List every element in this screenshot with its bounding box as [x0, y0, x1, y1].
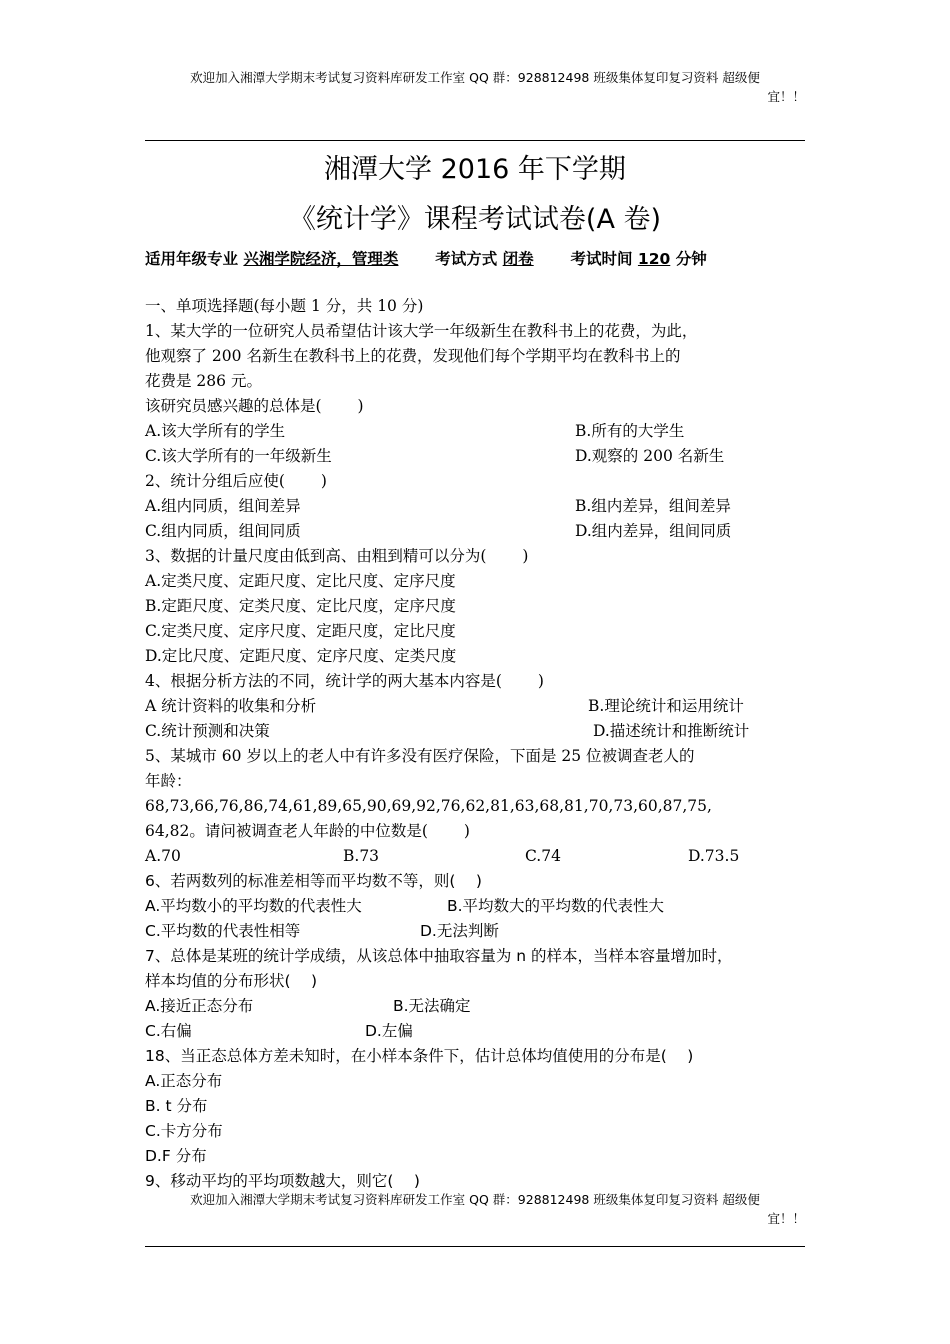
- q6-stem: 6、若两数列的标准差相等而平均数不等，则( ): [145, 872, 482, 890]
- q3-option-c: C.定类尺度、定序尺度、定距尺度，定比尺度: [145, 622, 456, 640]
- q5-option-c: C.74: [525, 847, 561, 865]
- q1-line4: 该研究员感兴趣的总体是( ): [145, 397, 364, 415]
- q5-line1: 5、某城市 60 岁以上的老人中有许多没有医疗保险，下面是 25 位被调查老人的: [145, 747, 695, 765]
- q4-options-cd: [145, 719, 810, 744]
- q1-line3: 花费是 286 元。: [145, 372, 262, 390]
- q7-options-ab: [145, 994, 810, 1019]
- q2-option-a: A.组内同质，组间差异: [145, 497, 301, 515]
- q5-line3: 68,73,66,76,86,74,61,89,65,90,69,92,76,62,81,63,68,81,70,73,60,87,75,: [145, 797, 712, 815]
- header-note-line1: 欢迎加入湘潭大学期末考试复习资料库研发工作室 QQ 群：928812498 班级集体复印复习资料 超级便: [190, 70, 760, 85]
- time-label: 考试时间: [570, 250, 633, 268]
- time-unit: 分钟: [675, 250, 707, 268]
- q8-option-c: C.卡方分布: [145, 1122, 223, 1140]
- q4-option-a: A 统计资料的收集和分析: [145, 697, 317, 715]
- q4-option-b: B.理论统计和运用统计: [588, 697, 744, 715]
- header-rule: [145, 140, 805, 141]
- q7-option-d: D.左偏: [365, 1022, 413, 1040]
- header-note: [145, 68, 805, 106]
- q5-option-d: D.73.5: [688, 847, 740, 865]
- q1-options-cd: [145, 444, 810, 469]
- exam-title-line1: 湘潭大学 2016 年下学期: [324, 154, 626, 185]
- q5-line2: 年龄：: [145, 772, 192, 790]
- q2-option-c: C.组内同质，组间同质: [145, 522, 301, 540]
- q1-line1: 1、某大学的一位研究人员希望估计该大学一年级新生在教科书上的花费，为此，: [145, 322, 698, 340]
- q2-option-d: D.组内差异，组间同质: [575, 522, 732, 540]
- time-value: 120: [637, 250, 671, 268]
- exam-meta: [145, 248, 805, 270]
- q1-option-b: B.所有的大学生: [575, 422, 685, 440]
- q2-option-b: B.组内差异，组间差异: [575, 497, 731, 515]
- grade-value: 兴湘学院经济，管理类: [243, 250, 399, 268]
- q2-options-ab: [145, 494, 810, 519]
- q3-stem: 3、数据的计量尺度由低到高、由粗到精可以分为( ): [145, 547, 529, 565]
- q5-option-b: B.73: [343, 847, 380, 865]
- footer-rule: [145, 1246, 805, 1247]
- mode-value: 闭卷: [502, 250, 534, 268]
- q6-options-ab: [145, 894, 810, 919]
- q7-line2: 样本均值的分布形状( ): [145, 972, 318, 990]
- q8-stem: 18、当正态总体方差未知时，在小样本条件下，估计总体均值使用的分布是( ): [145, 1047, 694, 1065]
- q7-option-b: B.无法确定: [393, 997, 471, 1015]
- q6-option-d: D.无法判断: [420, 922, 499, 940]
- q1-options-ab: [145, 419, 810, 444]
- question-body: [145, 294, 810, 1194]
- q6-option-c: C.平均数的代表性相等: [145, 922, 301, 940]
- footer-note: [145, 1190, 805, 1228]
- q2-stem: 2、统计分组后应使( ): [145, 472, 327, 490]
- q3-option-b: B.定距尺度、定类尺度、定比尺度，定序尺度: [145, 597, 456, 615]
- q6-option-a: A.平均数小的平均数的代表性大: [145, 897, 362, 915]
- q1-line2: 他观察了 200 名新生在教科书上的花费，发现他们每个学期平均在教科书上的: [145, 347, 681, 365]
- q1-option-a: A.该大学所有的学生: [145, 422, 286, 440]
- q7-options-cd: [145, 1019, 810, 1044]
- q9-stem: 9、移动平均的平均项数越大，则它( ): [145, 1172, 420, 1190]
- q7-option-a: A.接近正态分布: [145, 997, 254, 1015]
- q5-options: [145, 844, 810, 869]
- q8-option-a: A.正态分布: [145, 1072, 223, 1090]
- grade-label: 适用年级专业: [145, 250, 239, 268]
- q8-option-b: B. t 分布: [145, 1097, 208, 1115]
- section-title: 一、单项选择题(每小题 1 分，共 10 分): [145, 297, 424, 315]
- exam-title-line2: 《统计学》课程考试试卷(A 卷): [288, 204, 662, 235]
- q6-options-cd: [145, 919, 810, 944]
- q1-option-c: C.该大学所有的一年级新生: [145, 447, 332, 465]
- q4-option-c: C.统计预测和决策: [145, 722, 270, 740]
- q2-options-cd: [145, 519, 810, 544]
- q4-stem: 4、根据分析方法的不同，统计学的两大基本内容是( ): [145, 672, 544, 690]
- footer-note-line1: 欢迎加入湘潭大学期末考试复习资料库研发工作室 QQ 群：928812498 班级集体复印复习资料 超级便: [190, 1192, 760, 1207]
- q5-line4: 64,82。请问被调查老人年龄的中位数是( ): [145, 822, 470, 840]
- q3-option-a: A.定类尺度、定距尺度、定比尺度、定序尺度: [145, 572, 456, 590]
- footer-note-line2: 宜！！: [767, 1211, 805, 1226]
- header-note-line2: 宜！！: [767, 89, 805, 104]
- q1-option-d: D.观察的 200 名新生: [575, 447, 725, 465]
- q5-option-a: A.70: [145, 847, 181, 865]
- mode-label: 考试方式: [435, 250, 498, 268]
- q7-option-c: C.右偏: [145, 1022, 192, 1040]
- q7-line1: 7、总体是某班的统计学成绩，从该总体中抽取容量为 n 的样本，当样本容量增加时，: [145, 947, 733, 965]
- q4-option-d: D.描述统计和推断统计: [593, 722, 750, 740]
- q8-option-d: D.F 分布: [145, 1147, 207, 1165]
- q3-option-d: D.定比尺度、定距尺度、定序尺度、定类尺度: [145, 647, 457, 665]
- q6-option-b: B.平均数大的平均数的代表性大: [447, 897, 665, 915]
- q4-options-ab: [145, 694, 810, 719]
